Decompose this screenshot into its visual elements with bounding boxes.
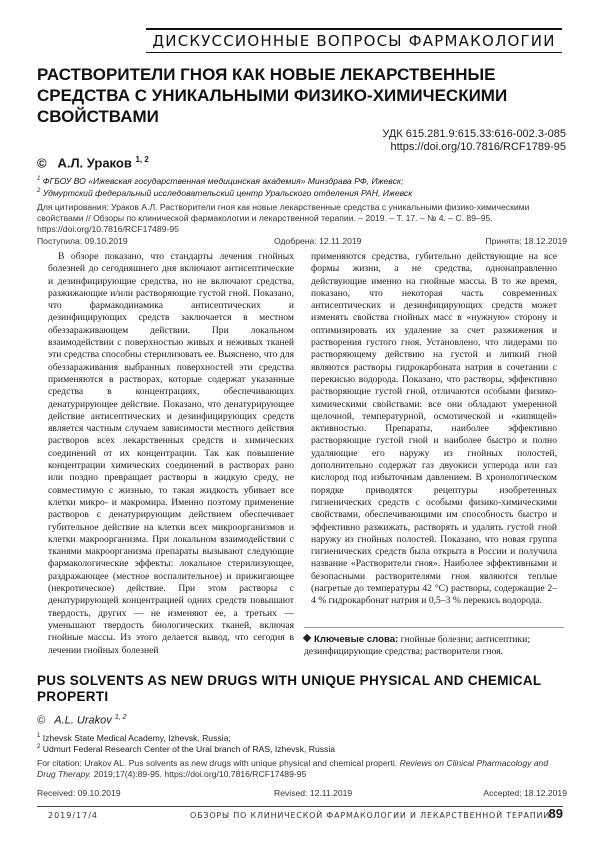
author-name: А.Л. Ураков [57, 155, 132, 171]
journal-name: Reviews on Clinical Pharmacology and Drug Therapy. [37, 758, 549, 779]
citation-ru: Для цитирования: Ураков А.Л. Растворители гноя как новые лекарственные средства с уникальными физико-химическими свойствами // Обзоры по клинической фармакологии и лекарственной терапии. – 2019. – Т. 17. – № 4. – С. 89–95. https://doi.org/10.7816/RCF17489-95 [37, 202, 530, 234]
diamond-bullet-icon [303, 634, 311, 642]
section-title: ДИСКУССИОННЫЕ ВОПРОСЫ ФАРМАКОЛОГИИ [152, 32, 556, 50]
affiliation-ru-1: $^1$ ФГБОУ ВО «Ижевская государственная медицинская академия» Минздрава РФ, Ижевск; [37, 175, 404, 186]
author-ru [37, 155, 149, 170]
date-received: Поступила: 09.10.2019 [37, 236, 128, 246]
copyright-symbol-en: © [37, 714, 46, 727]
dates-ru [37, 236, 567, 248]
doi-link[interactable]: https://doi.org/10.7816/RCF1789-95 [390, 141, 566, 153]
affiliation-en-2: $^2$ Udmurt Federal Research Center of the Ural branch of RAS, Izhevsk, Russia [37, 743, 336, 754]
copyright-symbol: © [37, 155, 47, 171]
dates-en [37, 788, 567, 800]
author-en [37, 714, 127, 727]
author-sup: 1, 2 [135, 155, 149, 164]
affiliation-en-1: $^1$ Izhevsk State Medical Academy, Izhevsk, Russia; [37, 732, 231, 743]
page-number: 89 [548, 806, 563, 821]
footer-journal: ОБЗОРЫ ПО КЛИНИЧЕСКОЙ ФАРМАКОЛОГИИ И ЛЕКАРСТВЕННОЙ ТЕРАПИИ [190, 811, 551, 820]
date-received-en: Received: 09.10.2019 [37, 788, 121, 798]
author-name-en: A.L. Urakov [54, 714, 112, 727]
date-accepted-en: Accepted: 18.12.2019 [483, 788, 567, 798]
keywords-label: Ключевые слова: [314, 634, 399, 645]
abstract-column-right [311, 251, 557, 608]
abstract-text-right: применяются средства, губительно действующие на все формы жизни, а не средства, однонаправленно действующие именно на гнойные массы. В то же время, показано, что некоторая часть современных антисептических и дезинфицирующих средств может изменять свойства гнойных масс в «нужную» сторону и оптимизировать их удаление за счет разжижения и растворения густого гноя. Установлено, что лидерами по растворяющему действию на густой и липкий гной являются растворы гидрокарбоната натрия в сочетании с перекисью водорода. Показано, что растворы, эффективно растворяющие густой гной, отличаются особыми физико-химическими свойствами: все они обладают умеренной щелочной, температурной, осмотической и «кипящей» активностью. Препараты, наиболее эффективно растворяющие густой гной и наиболее быстро и полно удаляющие его наружу из гнойных полостей, дополнительно содержат газ двуокиси углерода или газ кислород под избыточным давлением. В хронологическом порядке приводятся рецептуры изобретенных гигиенических средств с особыми физико-химическими свойствами, обеспечивающими им способность быстро и эффективно разжижать, растворять и удалять густой гной наружу из гнойных полостей. Показано, что новая группа гигиенических средств была открыта в России и получила название «Растворители гноя». Наиболее эффективными и безопасными растворителями гноя являются теплые (нагретые до температуры 42 °С) растворы, содержащие 2–4 % гидрокарбонат натрия и 0,5–3 % перекись водорода. [311, 251, 557, 607]
date-accepted: Принята: 18.12.2019 [485, 236, 567, 246]
abstract-column-left [48, 251, 294, 657]
article-title-en: PUS SOLVENTS AS NEW DRUGS WITH UNIQUE PHYSICAL AND CHEMICAL PROPERTI [37, 673, 542, 704]
footer-issue: 2019/17/4 [48, 811, 99, 820]
citation-en: For citation: Urakov AL. Pus solvents as new drugs with unique physical and chemical properti. Reviews on Clinical Pharmacology and Drug Therapy. 2019;17(4):89-95. https://doi.org/10.7816/RCF17489-95 [37, 758, 549, 779]
affiliation-ru-2: $^2$ Удмуртский федеральный исследовательский центр Уральского отделения РАН, Ижевск [37, 187, 413, 198]
author-sup-en: 1, 2 [114, 714, 127, 721]
header-rule-bottom [146, 52, 562, 54]
footer-rule [37, 806, 563, 807]
header-rule-top [146, 28, 562, 30]
section-header [146, 28, 562, 53]
keywords-text: гнойные болезни; антисептики; дезинфицирующие средства; растворители гноя. [304, 634, 531, 658]
abstract-text-left: В обзоре показано, что стандарты лечения гнойных болезней до сегодняшнего дня включают антисептические и дезинфицирующие средства, но не включают средства, разжижающие и/или растворяющие густой гной. Показано, что фармакодинамика антисептических и дезинфицирующих средств заключается в местном обеззараживающем действии. При локальном взаимодействии с поверхностью живых и неживых тканей эти средства способны стерилизовать ее. Выяснено, что для обеззараживания выбранных поверхностей эти средства применяются в растворах, которые содержат указанные средства в концентрациях, обеспечивающих денатурирующее действие. Показано, что денатурирующее действие антисептических и дезинфицирующих средств является частным случаем зависимости местного действия растворов всех лекарственных средств и химических соединений от их концентрации. Так как повышение концентрации химических соединений в растворах рано или поздно превращает растворы в жидкую среду, не совместимую с жизнью, то такая жидкость убивает все клетки микро- и макромира. Именно поэтому применение растворов с денатурирующим действием обеспечивает губительное действие на клетки всех микроорганизмов и клетки макроорганизма. При локальном взаимодействии с тканями макроорганизма препараты вызывают следующие фармакологические эффекты: локальное стерилизующее, раздражающее (местное воспалительное) и прижигающее (некротическое) действие. При этом растворы с денатурирующей концентрацией одних средств повышают твердость, других — не изменяют ее, а третьих — уменьшают твердость биологических тканей, включая гнойные массы. Из этого делается вывод, что сегодня в лечении гнойных болезней [48, 251, 294, 656]
udc-block [382, 128, 566, 154]
date-revised-en: Revised: 12.11.2019 [274, 788, 353, 798]
udc-code: УДК 615.281.9:615.33:616-002.3-085 [382, 128, 566, 140]
date-revised: Одобрена: 12.11.2019 [274, 236, 362, 246]
article-title-ru: РАСТВОРИТЕЛИ ГНОЯ КАК НОВЫЕ ЛЕКАРСТВЕННЫЕ СРЕДСТВА С УНИКАЛЬНЫМИ ФИЗИКО-ХИМИЧЕСКИМИ СВОЙСТВАМИ [37, 65, 508, 126]
keywords-ru [304, 627, 564, 659]
